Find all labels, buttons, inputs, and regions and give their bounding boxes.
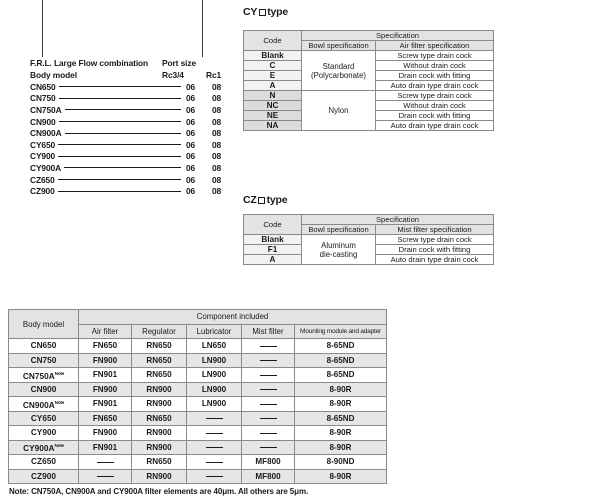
leader-dash [58,179,181,180]
model-list-item [30,93,242,105]
row-lubricator [187,455,242,470]
dash-icon [206,418,223,419]
component-header-mist-filter: Mist filter [242,324,295,339]
row-body-model-text: CY900A [23,443,55,454]
row-mounting: 8-90R [295,397,387,412]
dash-icon [260,360,277,361]
cy-header-specification: Specification [302,31,494,41]
bowl-line1: Aluminum [321,240,356,250]
row-body-model-text: CN750A [22,370,55,381]
leader-line-left [42,0,43,57]
row-mounting: 8-65ND [295,368,387,383]
row-body-model-text: CN650 [30,340,57,351]
port-size-col1-label: Rc3/4 [162,69,184,80]
spec-detail-cell: Drain cock with fitting [376,111,494,121]
model-list-item-port1: 06 [186,81,196,92]
spec-detail-cell: Auto drain type drain cock [376,81,494,91]
spec-code-cell: F1 [244,245,302,255]
spec-code-cell: NE [244,111,302,121]
row-air-filter: FN901 [79,368,132,383]
model-list-item-port1: 06 [186,104,196,115]
model-list-port-size-label: Port size [162,58,197,68]
row-mounting: 8-65ND [295,411,387,426]
table-row [9,353,387,368]
spec-row [244,91,494,101]
spec-code-cell: A [244,255,302,265]
dash-icon [97,462,114,463]
dash-icon [260,346,277,347]
model-list-item-name: CY650 [30,139,56,150]
row-mist-filter: MF800 [242,455,295,470]
square-box-icon [258,197,265,204]
spec-detail-cell: Without drain cock [376,101,494,111]
row-air-filter [79,455,132,470]
model-list-title: F.R.L. Large Flow combination [30,58,149,68]
spec-bowl-cell [302,51,376,91]
body-model-list [30,58,242,197]
spec-code-cell: C [244,61,302,71]
cy-header-filter: Air filter specification [376,41,494,51]
row-body-model [9,368,79,383]
row-body-model-text: CY900 [30,427,57,438]
row-body-model [9,411,79,426]
row-mist-filter [242,368,295,383]
dash-icon [206,462,223,463]
component-header-air-filter: Air filter [79,324,132,339]
table-row [9,368,387,383]
row-mounting: 8-90R [295,426,387,441]
row-mist-filter [242,397,295,412]
row-body-model [9,382,79,397]
row-air-filter [79,469,132,484]
row-mist-filter [242,382,295,397]
component-header-body-model: Body model [9,310,79,339]
cz-header-row-1 [244,215,494,225]
component-header-regulator: Regulator [132,324,187,339]
leader-dash [65,133,181,134]
component-included-table [8,309,387,484]
component-header-row-1 [9,310,387,325]
dash-icon [206,433,223,434]
dash-icon [260,447,277,448]
row-lubricator [187,440,242,455]
row-lubricator: LN900 [187,397,242,412]
row-mounting: 8-90ND [295,455,387,470]
dash-icon [206,476,223,477]
model-list-item [30,104,242,116]
row-regulator: RN900 [132,426,187,441]
spec-row [244,235,494,245]
leader-line-right [202,0,203,57]
model-list-item-name: CY900 [30,151,56,162]
row-mounting: 8-90R [295,469,387,484]
model-list-subtitle: Body model [30,69,77,80]
cy-header-code: Code [244,31,302,51]
model-list-item-name: CN900 [30,116,56,127]
row-body-model [9,455,79,470]
component-header-mounting: Mounting module and adapter [295,324,387,339]
spec-detail-cell: Screw type drain cock [376,51,494,61]
row-regulator: RN900 [132,469,187,484]
spec-detail-cell: Drain cock with fitting [376,71,494,81]
leader-dash [64,167,181,168]
row-air-filter: FN901 [79,440,132,455]
cz-header-code: Code [244,215,302,235]
table-row [9,397,387,412]
table-row [9,440,387,455]
leader-dash [58,156,181,157]
model-list-item-name: CY900A [30,162,62,173]
spec-detail-cell: Auto drain type drain cock [376,121,494,131]
model-list-item-port2: 08 [212,174,222,185]
dash-icon [206,447,223,448]
square-box-icon [259,9,266,16]
row-mist-filter [242,411,295,426]
cz-header-bowl: Bowl specification [302,225,376,235]
row-body-model [9,339,79,354]
row-mist-filter: MF800 [242,469,295,484]
table-row [9,411,387,426]
table-row [9,339,387,354]
table-row [9,426,387,441]
spec-code-cell: NC [244,101,302,111]
model-list-item [30,185,242,197]
model-list-item-port1: 06 [186,128,196,139]
bowl-line2: (Polycarbonate) [310,70,367,80]
port-size-col2-label: Rc1 [206,69,222,80]
model-list-item-port2: 08 [212,93,222,104]
dash-icon [97,476,114,477]
row-lubricator: LN900 [187,382,242,397]
spec-detail-cell: Screw type drain cock [376,91,494,101]
leader-dash [58,191,181,192]
row-regulator: RN900 [132,397,187,412]
row-regulator: RN650 [132,411,187,426]
model-list-item [30,139,242,151]
row-regulator: RN650 [132,455,187,470]
spec-detail-cell: Auto drain type drain cock [376,255,494,265]
bowl-line1: Nylon [328,106,349,115]
row-mist-filter [242,440,295,455]
model-list-header-row-1 [30,58,242,70]
cz-specification-table [243,214,494,265]
row-air-filter: FN900 [79,382,132,397]
spec-row [244,51,494,61]
model-list-item-port2: 08 [212,186,222,197]
model-list-rows [30,81,242,197]
dash-icon [260,418,277,419]
leader-dash [59,121,181,122]
spec-code-cell: A [244,81,302,91]
leader-dash [59,86,181,87]
cz-type-title [243,194,287,206]
cz-header-filter: Mist filter specification [376,225,494,235]
spec-code-cell: Blank [244,235,302,245]
component-header-component-included: Component included [79,310,387,325]
model-list-item-port1: 06 [186,139,196,150]
cy-specification-table [243,30,494,131]
row-body-model-text: CN900 [30,383,57,394]
model-list-item-port2: 08 [212,162,222,173]
model-list-item-port2: 08 [212,128,222,139]
row-lubricator: LN900 [187,353,242,368]
row-body-model [9,353,79,368]
spec-detail-cell: Drain cock with fitting [376,245,494,255]
row-air-filter: FN900 [79,426,132,441]
leader-dash [59,98,181,99]
model-list-item [30,151,242,163]
dash-icon [260,389,277,390]
cy-header-bowl: Bowl specification [302,41,376,51]
note-marker: Note [54,443,64,449]
row-regulator: RN650 [132,353,187,368]
footnote-text: Note: CN750A, CN900A and CY900A filter elements are 40μm. All others are 5μm. [9,487,309,496]
row-body-model-text: CZ650 [31,456,56,467]
cz-table-body [244,235,494,265]
cy-table-body [244,51,494,131]
model-list-item-port2: 08 [212,116,222,127]
model-list-item [30,174,242,186]
row-lubricator: LN900 [187,368,242,383]
row-lubricator [187,426,242,441]
row-air-filter: FN901 [79,397,132,412]
model-list-item-port1: 06 [186,151,196,162]
model-list-item-port2: 08 [212,151,222,162]
model-list-item-name: CZ900 [30,186,55,197]
cz-title-suffix: type [266,194,288,206]
model-list-item [30,116,242,128]
row-regulator: RN650 [132,368,187,383]
row-regulator: RN900 [132,382,187,397]
cy-header-row-1 [244,31,494,41]
row-body-model-text: CN750 [30,354,57,365]
model-list-item-name: CN650 [30,81,56,92]
row-regulator: RN900 [132,440,187,455]
model-list-item [30,81,242,93]
model-list-item-port2: 08 [212,104,222,115]
model-list-item [30,127,242,139]
row-body-model [9,440,79,455]
spec-detail-cell: Screw type drain cock [376,235,494,245]
row-air-filter: FN900 [79,353,132,368]
cz-header-specification: Specification [302,215,494,225]
row-body-model [9,397,79,412]
spec-bowl-cell [302,235,376,265]
row-air-filter: FN650 [79,339,132,354]
cy-type-title [243,6,288,18]
model-list-item [30,162,242,174]
leader-dash [58,144,181,145]
model-list-item-port1: 06 [186,116,196,127]
row-body-model-text: CN900A [22,399,55,410]
row-body-model [9,426,79,441]
spec-code-cell: N [244,91,302,101]
dash-icon [260,375,277,376]
component-table-body [9,339,387,484]
model-list-header-row-2 [30,70,242,82]
row-body-model-text: CZ900 [31,470,56,481]
spec-bowl-cell [302,91,376,131]
row-lubricator [187,411,242,426]
cz-title-prefix: CZ [243,194,257,206]
model-list-item-name: CN750 [30,93,56,104]
row-mist-filter [242,353,295,368]
row-mounting: 8-65ND [295,339,387,354]
model-list-item-name: CN900A [30,128,62,139]
row-air-filter: FN650 [79,411,132,426]
model-list-item-port1: 06 [186,174,196,185]
model-list-item-name: CN750A [30,104,62,115]
spec-detail-cell: Without drain cock [376,61,494,71]
row-mounting: 8-90R [295,440,387,455]
leader-dash [65,109,181,110]
table-row [9,382,387,397]
model-list-item-port1: 06 [186,162,196,173]
model-list-item-port2: 08 [212,139,222,150]
model-list-item-port1: 06 [186,93,196,104]
row-body-model-text: CY650 [30,412,57,423]
model-list-item-name: CZ650 [30,174,55,185]
row-mounting: 8-90R [295,382,387,397]
row-mounting: 8-65ND [295,353,387,368]
row-regulator: RN650 [132,339,187,354]
dash-icon [260,404,277,405]
note-marker: Note [54,370,65,376]
table-row [9,469,387,484]
bowl-line2: die-casting [319,249,358,259]
spec-code-cell: Blank [244,51,302,61]
note-marker: Note [54,399,65,405]
row-lubricator: LN650 [187,339,242,354]
row-mist-filter [242,339,295,354]
spec-code-cell: E [244,71,302,81]
component-header-lubricator: Lubricator [187,324,242,339]
spec-code-cell: NA [244,121,302,131]
bowl-line1: Standard [322,61,355,71]
model-list-item-port1: 06 [186,186,196,197]
cy-title-prefix: CY [243,6,258,18]
dash-icon [260,433,277,434]
table-row [9,455,387,470]
row-lubricator [187,469,242,484]
model-list-item-port2: 08 [212,81,222,92]
cy-title-suffix: type [267,6,288,18]
row-mist-filter [242,426,295,441]
row-body-model [9,469,79,484]
